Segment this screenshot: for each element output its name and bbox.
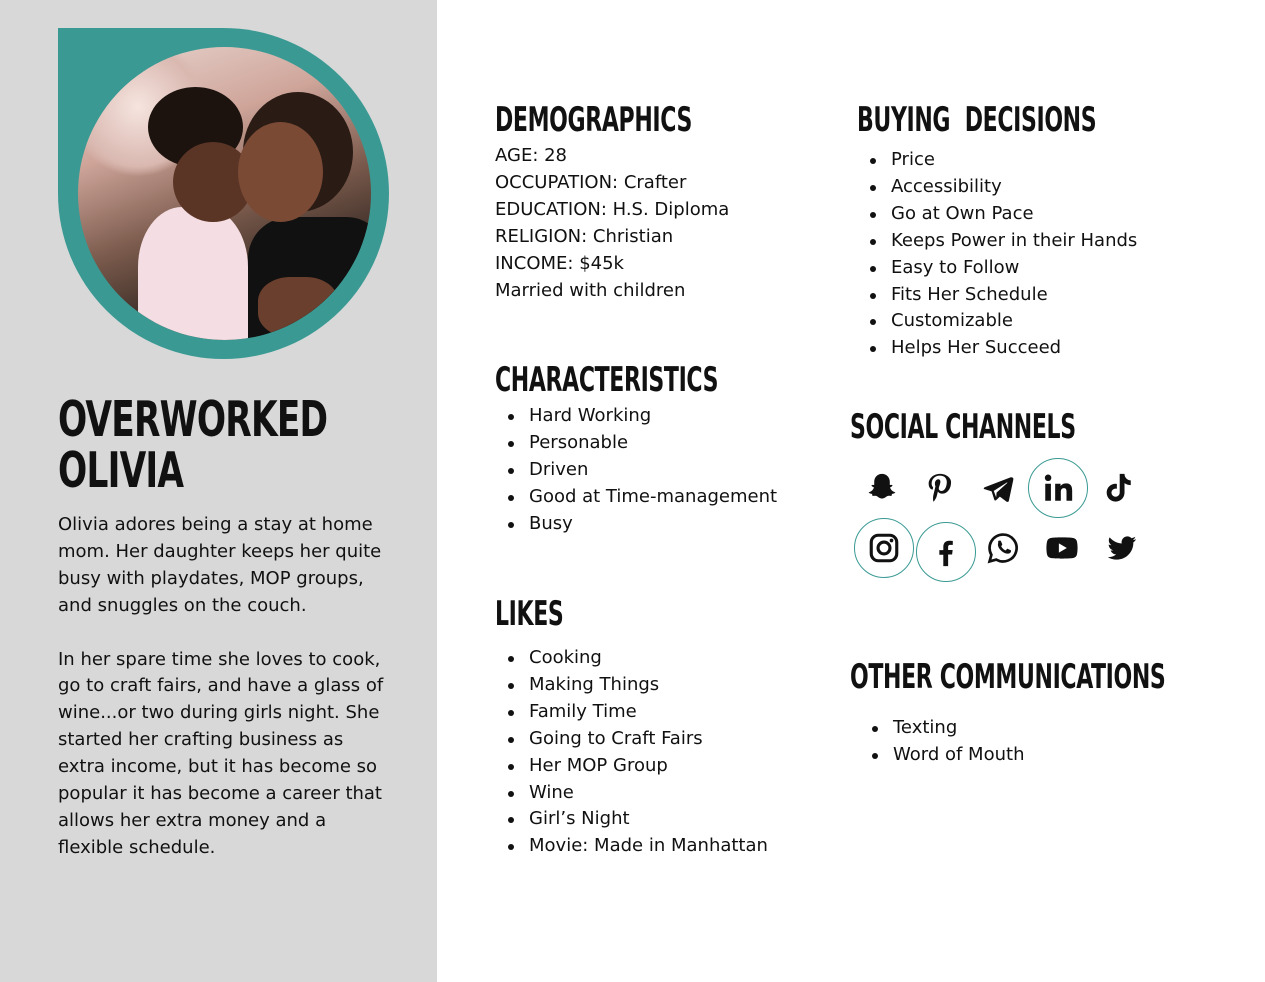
list-item: Busy bbox=[507, 511, 777, 538]
social-channels-heading: SOCIAL CHANNELS bbox=[850, 407, 1076, 447]
list-item: Texting bbox=[871, 715, 1024, 742]
persona-name: OVERWORKED OLIVIA bbox=[58, 391, 328, 499]
buying-decisions-list bbox=[869, 147, 1137, 362]
linkedin-icon[interactable] bbox=[1028, 458, 1088, 518]
list-item: Keeps Power in their Hands bbox=[869, 228, 1137, 255]
other-communications-heading: OTHER COMMUNICATIONS bbox=[850, 657, 1166, 697]
telegram-icon[interactable] bbox=[968, 458, 1028, 518]
snapchat-icon[interactable] bbox=[852, 458, 912, 518]
demographic-line: INCOME: $45k bbox=[495, 252, 624, 274]
sidebar bbox=[0, 0, 437, 982]
social-icons bbox=[852, 458, 1142, 584]
list-item: Customizable bbox=[869, 308, 1137, 335]
characteristics-list bbox=[507, 403, 777, 538]
tiktok-icon[interactable] bbox=[1088, 458, 1148, 518]
list-item: Making Things bbox=[507, 672, 768, 699]
list-item: Accessibility bbox=[869, 174, 1137, 201]
likes-list bbox=[507, 645, 768, 860]
list-item: Going to Craft Fairs bbox=[507, 726, 768, 753]
list-item: Easy to Follow bbox=[869, 255, 1137, 282]
list-item: Helps Her Succeed bbox=[869, 335, 1137, 362]
list-item: Wine bbox=[507, 780, 768, 807]
persona-photo bbox=[78, 47, 371, 340]
buying-decisions-heading: BUYING DECISIONS bbox=[857, 100, 1097, 140]
list-item: Cooking bbox=[507, 645, 768, 672]
list-item: Personable bbox=[507, 430, 777, 457]
list-item: Girl’s Night bbox=[507, 806, 768, 833]
instagram-icon[interactable] bbox=[854, 518, 914, 578]
list-item: Good at Time-management bbox=[507, 484, 777, 511]
persona-bio bbox=[58, 512, 388, 889]
bio-paragraph: In her spare time she loves to cook, go to craft fairs, and have a glass of wine...or two during girls night. She started her crafting business as extra income, but it has become so popular it has become a career that allows her extra money and a flexible schedule. bbox=[58, 648, 384, 858]
persona-photo-frame bbox=[58, 28, 389, 359]
demographic-line: RELIGION: Christian bbox=[495, 225, 674, 247]
demographic-line: Married with children bbox=[495, 279, 686, 301]
other-communications-list bbox=[871, 715, 1024, 769]
list-item: Movie: Made in Manhattan bbox=[507, 833, 768, 860]
list-item: Her MOP Group bbox=[507, 753, 768, 780]
list-item: Fits Her Schedule bbox=[869, 282, 1137, 309]
list-item: Word of Mouth bbox=[871, 742, 1024, 769]
list-item: Driven bbox=[507, 457, 777, 484]
demographics-heading: DEMOGRAPHICS bbox=[495, 100, 692, 140]
pinterest-icon[interactable] bbox=[910, 458, 970, 518]
twitter-icon[interactable] bbox=[1092, 518, 1152, 578]
list-item: Family Time bbox=[507, 699, 768, 726]
bio-paragraph: Olivia adores being a stay at home mom. Her daughter keeps her quite busy with playdates, MOP groups, and snuggles on the couch. bbox=[58, 514, 382, 616]
demographic-line: AGE: 28 bbox=[495, 145, 568, 166]
demographic-line: EDUCATION: H.S. Diploma bbox=[495, 198, 730, 220]
likes-heading: LIKES bbox=[495, 594, 564, 634]
whatsapp-icon[interactable] bbox=[973, 518, 1033, 578]
demographic-line: OCCUPATION: Crafter bbox=[495, 171, 687, 193]
youtube-icon[interactable] bbox=[1032, 518, 1092, 578]
list-item: Hard Working bbox=[507, 403, 777, 430]
characteristics-heading: CHARACTERISTICS bbox=[495, 360, 719, 400]
facebook-icon[interactable] bbox=[916, 522, 976, 582]
demographics-list bbox=[495, 143, 729, 304]
list-item: Price bbox=[869, 147, 1137, 174]
list-item: Go at Own Pace bbox=[869, 201, 1137, 228]
